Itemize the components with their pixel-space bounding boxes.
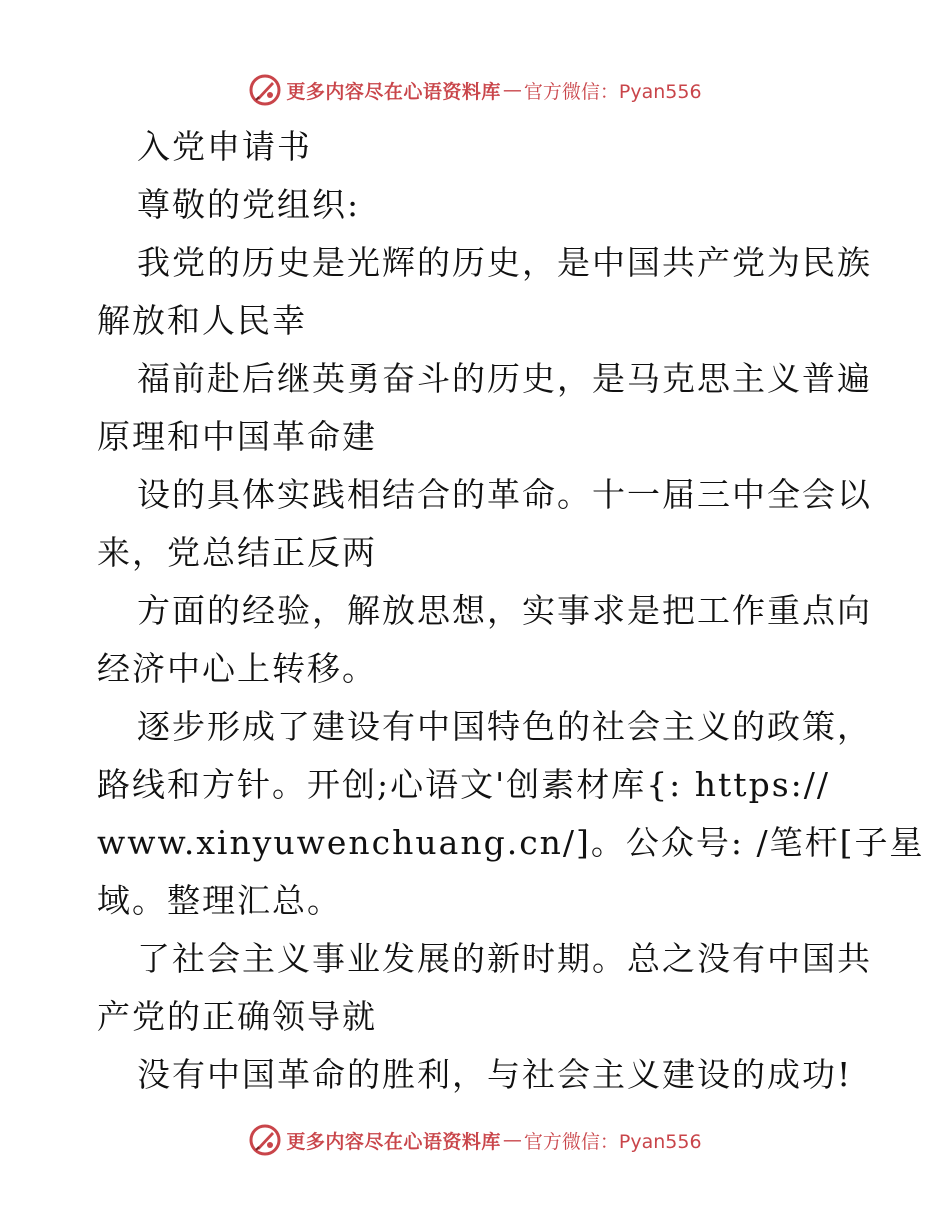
footer-watermark (0, 1120, 950, 1160)
document-title: 入党申请书 (137, 127, 312, 166)
salutation: 尊敬的党组织: (137, 185, 361, 224)
paragraph-line: 原理和中国革命建 (97, 417, 377, 456)
paragraph-line: 了社会主义事业发展的新时期。总之没有中国共 (137, 939, 872, 978)
watermark-separator: — (502, 79, 522, 101)
paragraph-line: 没有中国革命的胜利，与社会主义建设的成功! (137, 1055, 853, 1094)
paragraph-line: 产党的正确领导就 (97, 997, 377, 1036)
watermark-brand: 更多内容尽在心语资料库 (286, 1130, 501, 1153)
header-watermark (0, 70, 950, 110)
paragraph-line: 福前赴后继英勇奋斗的历史，是马克思主义普遍 (137, 359, 872, 398)
watermark-contact: 官方微信：Pyan556 (523, 1130, 702, 1153)
paragraph-line: 方面的经验，解放思想，实事求是把工作重点向 (137, 591, 872, 630)
paragraph-line: www.xinyuwenchuang.cn/]。公众号: /笔杆[子星 (97, 823, 925, 862)
paragraph-line: 设的具体实践相结合的革命。十一届三中全会以 (137, 475, 872, 514)
paragraph-line: 来，党总结正反两 (97, 533, 377, 572)
paragraph-line: 经济中心上转移。 (97, 649, 377, 688)
paragraph-line: 我党的历史是光辉的历史，是中国共产党为民族 (137, 243, 872, 282)
document-body (97, 118, 925, 1104)
paragraph-line: 域。整理汇总。 (97, 881, 342, 920)
paragraph-line: 逐步形成了建设有中国特色的社会主义的政策， (137, 707, 872, 746)
quill-logo-icon (248, 1123, 282, 1157)
watermark-contact: 官方微信：Pyan556 (523, 80, 702, 103)
paragraph-line: 解放和人民幸 (97, 301, 307, 340)
quill-logo-icon (248, 73, 282, 107)
paragraph-line: 路线和方针。开创;心语文'创素材库{: https:// (97, 765, 830, 804)
watermark-separator: — (502, 1129, 522, 1151)
watermark-brand: 更多内容尽在心语资料库 (286, 80, 501, 103)
